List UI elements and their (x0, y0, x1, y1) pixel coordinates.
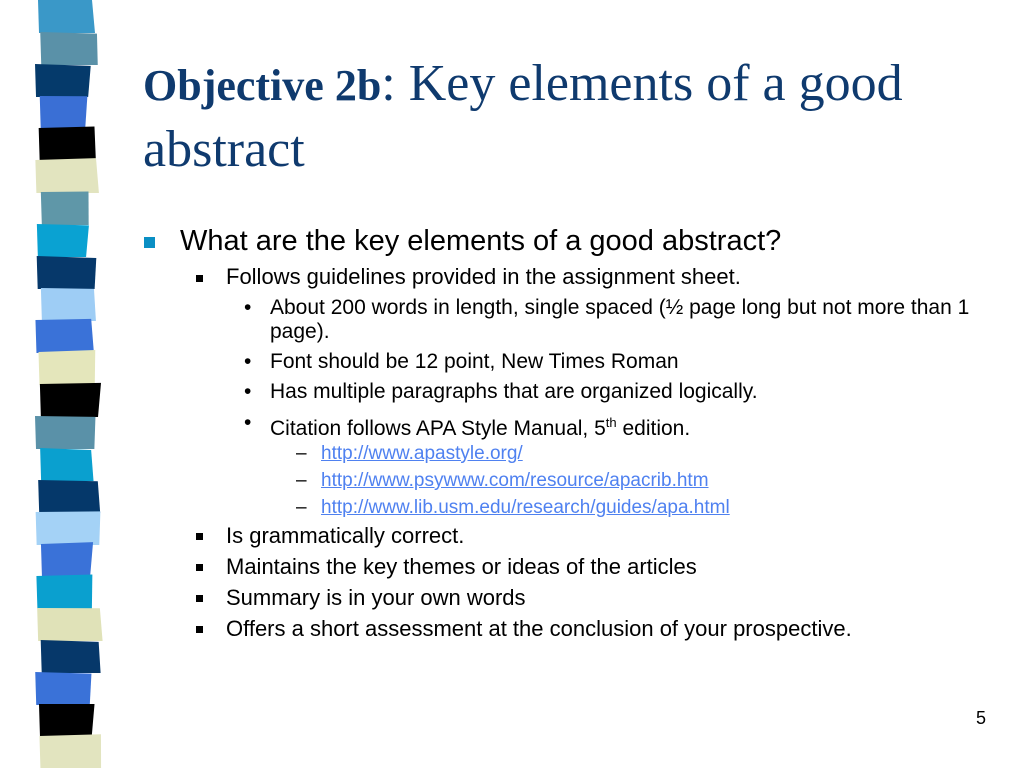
link-item (321, 496, 730, 520)
psywww-link[interactable]: http://www.psywww.com/resource/apacrib.htm (321, 470, 709, 491)
level2-item-guidelines: Follows guidelines provided in the assignment sheet. (226, 264, 741, 289)
title-rest: : Key elements of a good abstract (143, 55, 903, 178)
bullet-dot-icon: • (244, 411, 252, 434)
citation-suffix: edition. (616, 417, 691, 440)
stripe-segment (38, 480, 100, 513)
bullet-dot-icon: • (244, 296, 252, 319)
stripe-segment (39, 704, 95, 737)
bullet-square-icon (196, 595, 203, 602)
title-bold: Objective 2b (143, 61, 382, 110)
level2-item: Is grammatically correct. (226, 523, 465, 548)
usm-link[interactable]: http://www.lib.usm.edu/research/guides/apa.html (321, 497, 730, 518)
stripe-segment (35, 416, 95, 449)
level1-item: What are the key elements of a good abstract? (180, 225, 782, 257)
stripe-segment (40, 96, 88, 129)
bullet-dot-icon: • (244, 350, 252, 373)
bullet-square-icon (196, 626, 203, 633)
stripe-segment (41, 640, 101, 673)
bullet-square-icon (196, 533, 203, 540)
stripe-segment (40, 32, 98, 65)
bullet-dash-icon: – (296, 443, 307, 464)
stripe-segment (35, 158, 99, 193)
bullet-dash-icon: – (296, 470, 307, 491)
bullet-square-icon (196, 564, 203, 571)
level2-item: Maintains the key themes or ideas of the articles (226, 554, 697, 579)
stripe-segment (37, 224, 89, 257)
stripe-segment (39, 126, 96, 161)
level2-item: Summary is in your own words (226, 585, 526, 610)
decorative-stripe (0, 0, 130, 768)
stripe-segment (37, 256, 97, 289)
level3-item-citation (270, 411, 990, 441)
stripe-segment (37, 608, 102, 641)
citation-superscript: th (605, 415, 617, 430)
bullet-dash-icon: – (296, 497, 307, 518)
stripe-segment (38, 0, 95, 33)
level2-item: Offers a short assessment at the conclusion of your prospective. (226, 616, 852, 641)
stripe-segment (35, 64, 91, 97)
stripe-segment (35, 319, 93, 353)
stripe-segment (39, 734, 101, 768)
level3-item: Has multiple paragraphs that are organized logically. (270, 380, 758, 403)
stripe-segment (41, 542, 93, 577)
stripe-segment (40, 383, 101, 417)
stripe-segment (38, 350, 95, 385)
link-item (321, 469, 709, 493)
stripe-segment (41, 191, 89, 225)
level3-item: About 200 words in length, single spaced (½ page long but not more than 1 page). (270, 296, 970, 343)
stripe-segment (41, 288, 96, 321)
citation-prefix: Citation follows APA Style Manual, 5 (270, 417, 606, 440)
slide-title (143, 52, 1003, 182)
stripe-segment (36, 511, 101, 545)
bullet-square-icon (196, 275, 203, 282)
level3-item: Font should be 12 point, New Times Roman (270, 350, 679, 373)
apastyle-link[interactable]: http://www.apastyle.org/ (321, 443, 523, 464)
stripe-segment (40, 448, 93, 481)
bullet-dot-icon: • (244, 380, 252, 403)
stripe-segment (36, 574, 92, 609)
link-item (321, 442, 523, 466)
stripe-segment (35, 672, 91, 705)
page-number: 5 (976, 708, 987, 728)
bullet-square-icon (144, 237, 155, 248)
